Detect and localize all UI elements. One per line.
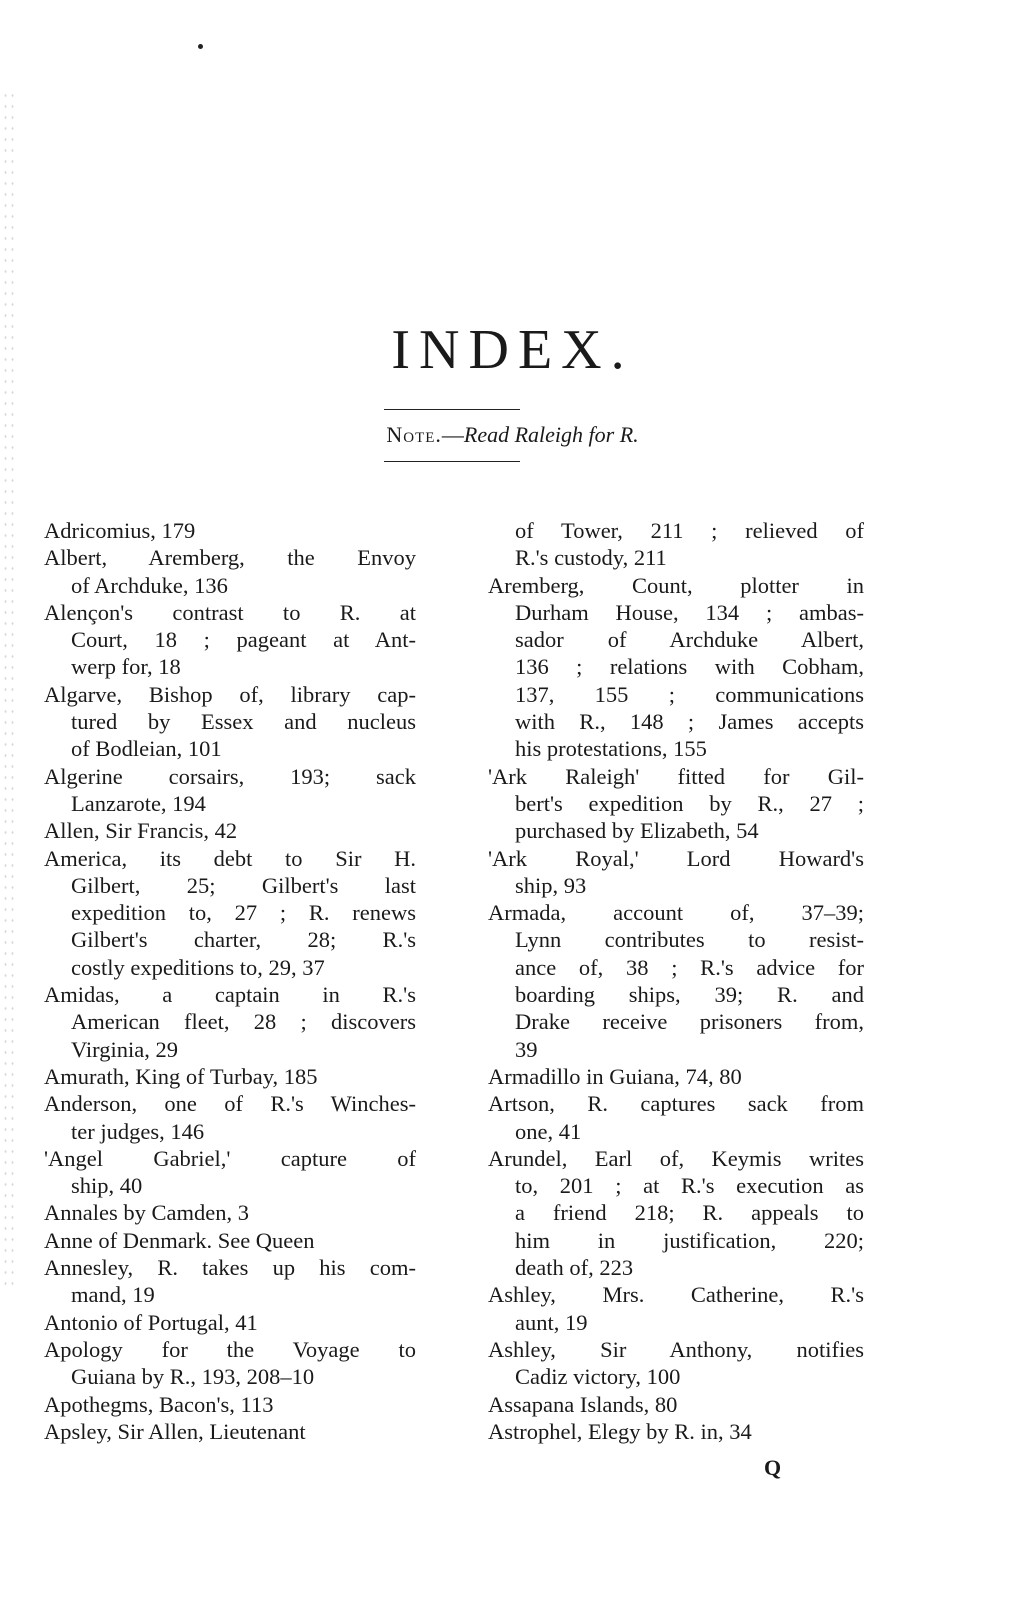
index-entry-continuation: ter judges, 146 xyxy=(71,1118,205,1144)
index-entry-continuation: ship, 93 xyxy=(515,872,587,898)
index-entry-continuation: a friend 218; R. appeals to xyxy=(515,1200,864,1226)
index-entry-continuation: one, 41 xyxy=(515,1118,582,1144)
index-entry-continuation: Drake receive prisoners from, xyxy=(515,1009,864,1035)
index-entry-continuation: with R., 148 ; James accepts xyxy=(515,709,864,735)
index-entry-continuation: to, 201 ; at R.'s execution as xyxy=(515,1173,864,1199)
index-entry-line: Artson, R. captures sack from xyxy=(488,1091,864,1117)
index-entry-line: Amurath, King of Turbay, 185 xyxy=(44,1063,318,1089)
index-entry-continuation: aunt, 19 xyxy=(515,1309,588,1335)
signature-mark: Q xyxy=(764,1455,782,1480)
index-entry-line: Algerine corsairs, 193; sack xyxy=(44,763,416,789)
index-entry-line: Apsley, Sir Allen, Lieutenant xyxy=(44,1418,306,1444)
index-entry-continuation: mand, 19 xyxy=(71,1282,155,1308)
index-entry-line: Anderson, one of R.'s Winches- xyxy=(44,1091,416,1117)
index-entry-continuation: him in justification, 220; xyxy=(515,1227,864,1253)
note-label: Note. xyxy=(386,422,442,447)
index-entry-continuation: death of, 223 xyxy=(515,1255,634,1281)
note-text: Read Raleigh for R. xyxy=(463,422,639,447)
index-entry-continuation: Lynn contributes to resist- xyxy=(515,927,864,953)
index-entry-line: Alençon's contrast to R. at xyxy=(44,599,416,625)
index-entry-line: Amidas, a captain in R.'s xyxy=(44,982,416,1008)
index-entry-continuation: Lanzarote, 194 xyxy=(71,790,206,816)
index-entry-continuation: bert's expedition by R., 27 ; xyxy=(515,790,864,816)
index-entry-line: Ashley, Mrs. Catherine, R.'s xyxy=(488,1282,864,1308)
index-entry-line: Astrophel, Elegy by R. in, 34 xyxy=(488,1418,752,1444)
index-entry-continuation: his protestations, 155 xyxy=(515,736,707,762)
index-entry-continuation: Court, 18 ; pageant at Ant- xyxy=(71,627,416,653)
index-column-right xyxy=(488,517,864,1445)
index-column-left xyxy=(44,517,416,1445)
index-entry-continuation: purchased by Elizabeth, 54 xyxy=(515,818,759,844)
page-title: INDEX. xyxy=(391,319,634,381)
index-entry-line: Annales by Camden, 3 xyxy=(44,1200,249,1226)
index-entry-continuation: costly expeditions to, 29, 37 xyxy=(71,954,325,980)
editorial-note xyxy=(0,424,1025,446)
index-entry-continuation: Gilbert's charter, 28; R.'s xyxy=(71,927,416,953)
note-rule xyxy=(384,461,520,462)
index-entry-continuation: Guiana by R., 193, 208–10 xyxy=(71,1364,315,1390)
index-entry-continuation: R.'s custody, 211 xyxy=(515,545,667,571)
index-entry-line: Algarve, Bishop of, library cap- xyxy=(44,681,416,707)
index-entry-line: Ashley, Sir Anthony, notifies xyxy=(488,1336,864,1362)
ink-speck xyxy=(198,44,203,49)
title-rule xyxy=(384,409,520,410)
index-entry-line: America, its debt to Sir H. xyxy=(44,845,416,871)
index-entry-continuation: Cadiz victory, 100 xyxy=(515,1364,681,1390)
scan-edge-noise xyxy=(2,90,14,1290)
index-entry-line: Annesley, R. takes up his com- xyxy=(44,1255,416,1281)
index-entry-line: Anne of Denmark. See Queen xyxy=(44,1227,315,1253)
index-entry-continuation: Gilbert, 25; Gilbert's last xyxy=(71,872,416,898)
index-entry-continuation: of Tower, 211 ; relieved of xyxy=(515,518,864,543)
index-entry-continuation: tured by Essex and nucleus xyxy=(71,709,416,735)
index-entry-line: Armada, account of, 37–39; xyxy=(488,900,864,926)
index-entry-continuation: Virginia, 29 xyxy=(71,1036,178,1062)
index-entry-continuation: Durham House, 134 ; ambas- xyxy=(515,599,864,625)
index-entry-line: Aremberg, Count, plotter in xyxy=(488,572,864,598)
index-entry-continuation: expedition to, 27 ; R. renews xyxy=(71,900,416,926)
index-entry-continuation: boarding ships, 39; R. and xyxy=(515,982,864,1008)
index-entry-line: 'Ark Raleigh' fitted for Gil- xyxy=(488,763,864,789)
index-entry-line: 'Ark Royal,' Lord Howard's xyxy=(488,845,864,871)
index-entry-line: 'Angel Gabriel,' capture of xyxy=(44,1145,416,1171)
index-entry-line: Adricomius, 179 xyxy=(44,518,196,543)
index-entry-line: Apology for the Voyage to xyxy=(44,1336,416,1362)
index-entry-continuation: 137, 155 ; communications xyxy=(515,681,864,707)
index-entry-line: Albert, Aremberg, the Envoy xyxy=(44,545,416,571)
index-entry-line: Antonio of Portugal, 41 xyxy=(44,1309,258,1335)
index-entry-continuation: 39 xyxy=(515,1036,538,1062)
index-entry-continuation: of Archduke, 136 xyxy=(71,572,228,598)
index-entry-continuation: sador of Archduke Albert, xyxy=(515,627,864,653)
index-entry-line: Armadillo in Guiana, 74, 80 xyxy=(488,1063,742,1089)
index-entry-continuation: 136 ; relations with Cobham, xyxy=(515,654,864,680)
index-entry-line: Arundel, Earl of, Keymis writes xyxy=(488,1145,864,1171)
index-entry-line: Apothegms, Bacon's, 113 xyxy=(44,1391,274,1417)
index-entry-line: Allen, Sir Francis, 42 xyxy=(44,818,238,844)
index-entry-continuation: ance of, 38 ; R.'s advice for xyxy=(515,954,864,980)
index-entry-continuation: American fleet, 28 ; discovers xyxy=(71,1009,416,1035)
index-entry-continuation: of Bodleian, 101 xyxy=(71,736,222,762)
index-entry-continuation: werp for, 18 xyxy=(71,654,181,680)
index-entry-continuation: ship, 40 xyxy=(71,1173,143,1199)
index-entry-line: Assapana Islands, 80 xyxy=(488,1391,678,1417)
note-dash: — xyxy=(441,422,464,447)
